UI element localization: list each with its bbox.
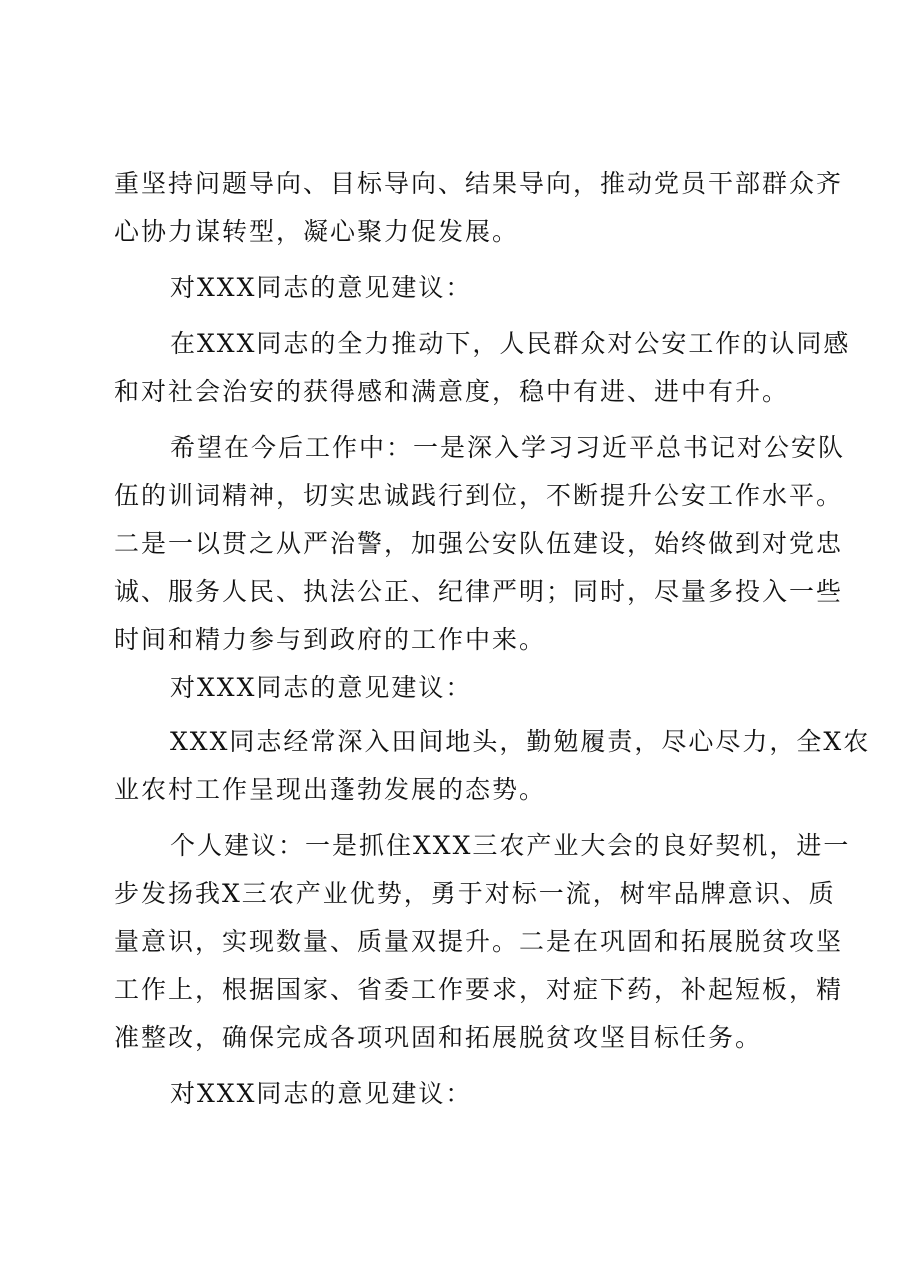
text-line: 时间和精力参与到政府的工作中来。: [114, 625, 547, 654]
section-heading: 对XXX同志的意见建议：: [170, 1079, 473, 1108]
text-line: 业农村工作呈现出蓬勃发展的态势。: [114, 775, 547, 804]
text-line: 工作上，根据国家、省委工作要求，对症下药，补起短板，精: [114, 975, 844, 1004]
section-heading: 对XXX同志的意见建议：: [170, 673, 473, 702]
text-line: 在XXX同志的全力推动下，人民群众对公安工作的认同感: [170, 329, 851, 358]
section-heading: 对XXX同志的意见建议：: [170, 273, 473, 302]
text-line: 步发扬我X三农产业优势，勇于对标一流，树牢品牌意识、质: [114, 879, 836, 908]
text-line: 希望在今后工作中：一是深入学习习近平总书记对公安队: [170, 433, 846, 462]
text-line: 诚、服务人民、执法公正、纪律严明；同时，尽量多投入一些: [114, 577, 844, 606]
text-line: 量意识，实现数量、质量双提升。二是在巩固和拓展脱贫攻坚: [114, 927, 844, 956]
text-line: XXX同志经常深入田间地头，勤勉履责，尽心尽力，全X农: [170, 727, 871, 756]
text-line: 准整改，确保完成各项巩固和拓展脱贫攻坚目标任务。: [114, 1023, 763, 1052]
text-line: 伍的训词精神，切实忠诚践行到位，不断提升公安工作水平。: [114, 481, 844, 510]
text-line: 二是一以贯之从严治警，加强公安队伍建设，始终做到对党忠: [114, 529, 844, 558]
text-line: 个人建议：一是抓住XXX三农产业大会的良好契机，进一: [170, 831, 851, 860]
text-line: 心协力谋转型，凝心聚力促发展。: [114, 217, 520, 246]
text-line: 和对社会治安的获得感和满意度，稳中有进、进中有升。: [114, 377, 790, 406]
text-line: 重坚持问题导向、目标导向、结果导向，推动党员干部群众齐: [114, 169, 844, 198]
